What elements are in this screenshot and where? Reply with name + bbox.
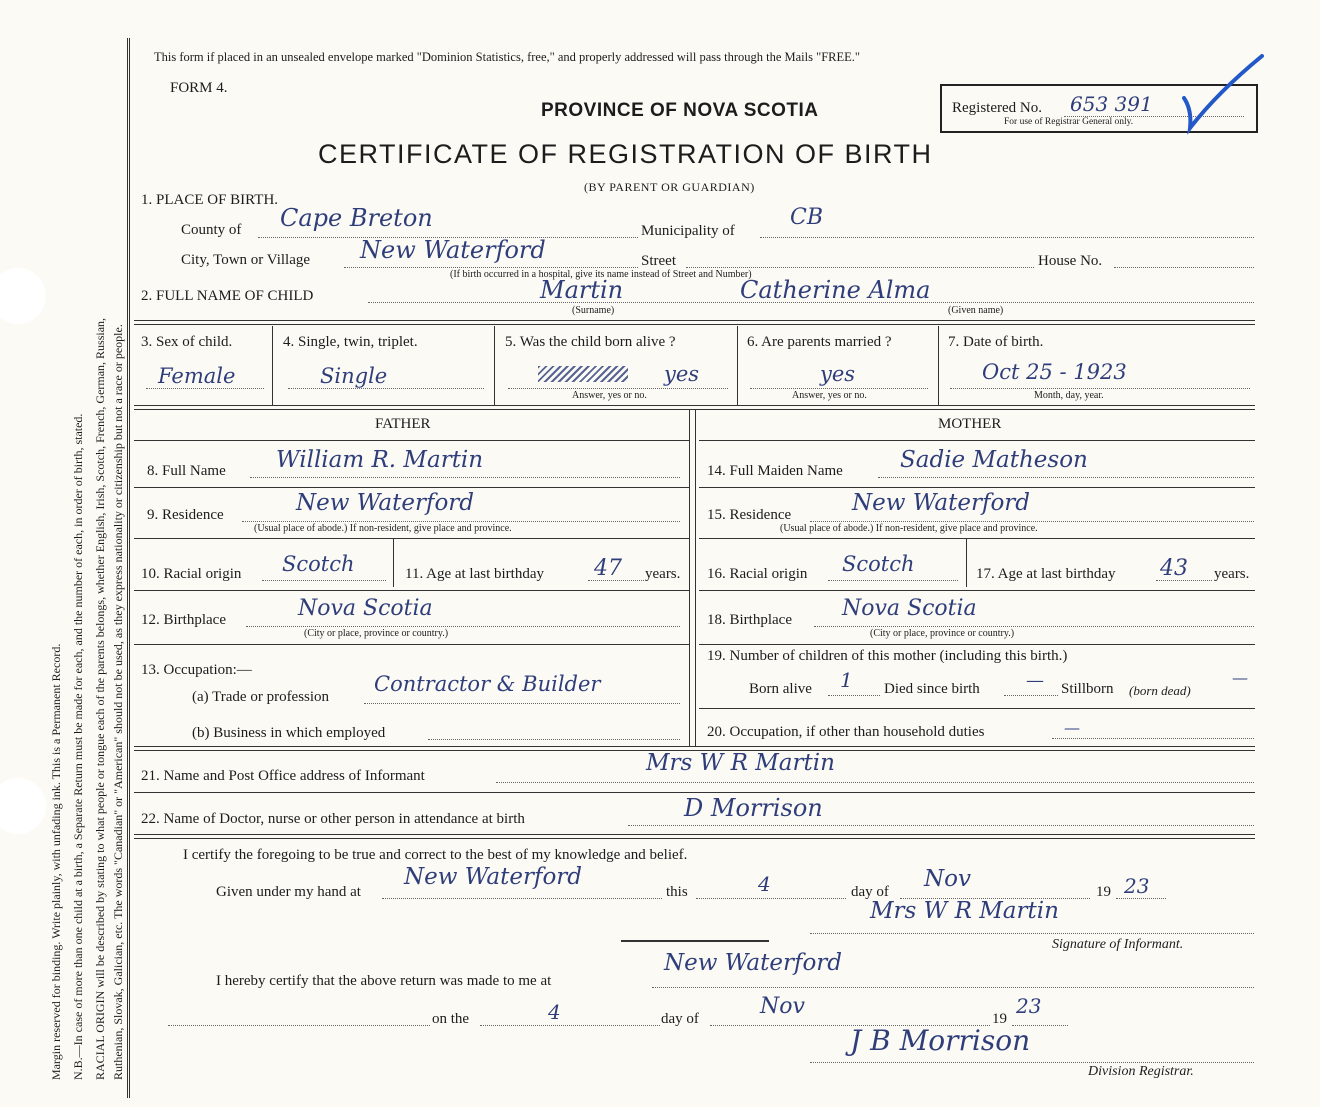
child-given-name: Catherine Alma <box>740 276 931 304</box>
mother-birthplace-value: Nova Scotia <box>842 596 977 621</box>
father-birthplace-label: 12. Birthplace <box>141 612 226 628</box>
died-label: Died since birth <box>884 681 980 697</box>
registrar-year-prefix: 19 <box>992 1011 1007 1027</box>
margin-rule <box>127 38 130 1098</box>
mother-residence-value: New Waterford <box>852 490 1031 516</box>
municipality-value: CB <box>790 205 823 230</box>
child-surname: Martin <box>540 276 624 304</box>
county-value: Cape Breton <box>280 204 433 232</box>
trade-value: Contractor & Builder <box>374 672 601 696</box>
form-subtitle: (BY PARENT OR GUARDIAN) <box>584 180 755 194</box>
street-label: Street <box>641 253 676 269</box>
certify-statement: I certify the foregoing to be true and correct to the best of my knowledge and belief. <box>183 847 688 863</box>
margin-note-racial-cont: Ruthenian, Slovak, Galician, etc. The words "Canadian" or "American" should not be used, as they express nationality or citizenship but not a race or people. <box>111 324 125 1080</box>
sex-label: 3. Sex of child. <box>141 334 233 350</box>
mother-racial-label: 16. Racial origin <box>707 566 808 582</box>
form-number: FORM 4. <box>170 80 228 96</box>
dob-label: 7. Date of birth. <box>948 334 1044 350</box>
registered-number: 653 391 <box>1070 92 1153 116</box>
informant-value: Mrs W R Martin <box>646 750 835 776</box>
mother-racial-value: Scotch <box>842 552 915 576</box>
municipality-label: Municipality of <box>641 223 735 239</box>
registrar-caption: Division Registrar. <box>1088 1064 1194 1079</box>
alive-scribble <box>538 366 628 382</box>
father-birthplace-value: Nova Scotia <box>298 596 433 621</box>
born-alive-value: 1 <box>840 668 853 692</box>
surname-caption: (Surname) <box>572 305 615 316</box>
father-name-value: William R. Martin <box>276 447 484 473</box>
registrar-on-the: on the <box>432 1011 470 1027</box>
informant-signature-caption: Signature of Informant. <box>1052 937 1184 952</box>
checkmark-icon <box>1178 52 1268 142</box>
margin-note-racial: RACIAL ORIGIN will be described by stating to what people or tongue each of the parents belongs, whether English, Irish, Scotch, French, German, Russian, <box>93 317 107 1080</box>
margin-note-binding: Margin reserved for binding. Write plainly, with unfading ink. This is a Permanent Record. <box>49 643 63 1080</box>
given-place-value: New Waterford <box>404 864 583 890</box>
mother-residence-label: 15. Residence <box>707 507 792 523</box>
father-heading: FATHER <box>375 416 431 432</box>
father-racial-label: 10. Racial origin <box>141 566 242 582</box>
alive-label: 5. Was the child born alive ? <box>505 334 676 350</box>
stillborn-note: (born dead) <box>1129 683 1191 698</box>
registrar-month-value: Nov <box>760 994 805 1019</box>
mother-name-value: Sadie Matheson <box>900 447 1088 473</box>
father-residence-value: New Waterford <box>296 490 475 516</box>
mother-age-label: 17. Age at last birthday <box>976 566 1116 582</box>
registrar-note: For use of Registrar General only. <box>1004 117 1134 127</box>
mail-notice: This form if placed in an unsealed envelope marked "Dominion Statistics, free," and properly addressed will pass through the Mails "FREE." <box>154 50 861 64</box>
born-alive-label: Born alive <box>749 681 812 697</box>
given-under-label: Given under my hand at <box>216 884 361 900</box>
punch-hole-top <box>0 268 46 324</box>
died-value: — <box>1026 670 1044 691</box>
house-label: House No. <box>1038 253 1103 269</box>
punch-hole-bottom <box>0 778 46 834</box>
mother-name-label: 14. Full Maiden Name <box>707 463 843 479</box>
registrar-place-value: New Waterford <box>664 950 843 976</box>
informant-signature: Mrs W R Martin <box>870 898 1059 924</box>
doctor-value: D Morrison <box>684 794 823 822</box>
mother-occupation-value: — <box>1064 718 1080 737</box>
father-name-label: 8. Full Name <box>147 463 226 479</box>
informant-label: 21. Name and Post Office address of Informant <box>141 768 425 784</box>
father-age-suffix: years. <box>645 566 681 582</box>
county-label: County of <box>181 222 242 238</box>
plurality-label: 4. Single, twin, triplet. <box>283 334 418 350</box>
registered-label: Registered No. <box>952 100 1042 116</box>
city-label: City, Town or Village <box>181 252 311 268</box>
father-racial-value: Scotch <box>282 552 355 576</box>
father-residence-label: 9. Residence <box>147 507 224 523</box>
certify-month-value: Nov <box>924 866 971 892</box>
child-name-label: 2. FULL NAME OF CHILD <box>141 288 314 304</box>
father-age-value: 47 <box>594 556 622 581</box>
stillborn-value: — <box>1232 668 1248 687</box>
married-value: yes <box>820 362 856 386</box>
certify-this-label: this <box>666 884 688 900</box>
mother-age-suffix: years. <box>1214 566 1250 582</box>
mother-occupation-label: 20. Occupation, if other than household duties <box>707 724 985 740</box>
province-heading: PROVINCE OF NOVA SCOTIA <box>541 100 819 121</box>
alive-caption: Answer, yes or no. <box>572 390 647 401</box>
mother-heading: MOTHER <box>938 416 1002 432</box>
married-caption: Answer, yes or no. <box>792 390 867 401</box>
sex-value: Female <box>158 364 236 388</box>
certify-year-prefix: 19 <box>1096 884 1111 900</box>
business-label: (b) Business in which employed <box>192 725 386 741</box>
mother-residence-caption: (Usual place of abode.) If non-resident, give place and province. <box>780 523 1038 534</box>
given-caption: (Given name) <box>948 305 1004 316</box>
city-value: New Waterford <box>360 236 546 264</box>
dob-caption: Month, day, year. <box>1034 390 1104 401</box>
stillborn-label: Stillborn <box>1061 681 1114 697</box>
margin-note-nb: N.B.—In case of more than one child at a birth, a Separate Return must be made for each, and the number of each, in order of birth, stated. <box>71 413 85 1080</box>
father-residence-caption: (Usual place of abode.) If non-resident, give place and province. <box>254 523 512 534</box>
married-label: 6. Are parents married ? <box>747 334 892 350</box>
registrar-day-value: 4 <box>548 1000 561 1024</box>
father-occupation-label: 13. Occupation:— <box>141 662 252 678</box>
dob-value: Oct 25 - 1923 <box>982 360 1127 384</box>
registrar-year-value: 23 <box>1016 994 1042 1018</box>
mother-birthplace-label: 18. Birthplace <box>707 612 792 628</box>
father-age-label: 11. Age at last birthday <box>405 566 544 582</box>
certify-year-value: 23 <box>1124 874 1150 898</box>
form-title: CERTIFICATE OF REGISTRATION OF BIRTH <box>318 139 933 169</box>
plurality-value: Single <box>320 364 388 388</box>
registrar-signature: J B Morrison <box>850 1024 1031 1057</box>
father-birthplace-caption: (City or place, province or country.) <box>304 628 449 639</box>
registrar-statement: I hereby certify that the above return was made to me at <box>216 973 552 989</box>
hospital-note: (If birth occurred in a hospital, give its name instead of Street and Number) <box>450 269 752 280</box>
registrar-day-label: day of <box>661 1011 699 1027</box>
trade-label: (a) Trade or profession <box>192 689 330 705</box>
alive-value: yes <box>664 362 700 386</box>
certify-day-value: 4 <box>758 872 771 896</box>
mother-birthplace-caption: (City or place, province or country.) <box>870 628 1015 639</box>
children-count-label: 19. Number of children of this mother (including this birth.) <box>707 648 1068 664</box>
certify-day-label: day of <box>851 884 889 900</box>
place-heading: 1. PLACE OF BIRTH. <box>141 192 279 208</box>
mother-age-value: 43 <box>1160 556 1188 581</box>
doctor-label: 22. Name of Doctor, nurse or other person in attendance at birth <box>141 811 525 827</box>
